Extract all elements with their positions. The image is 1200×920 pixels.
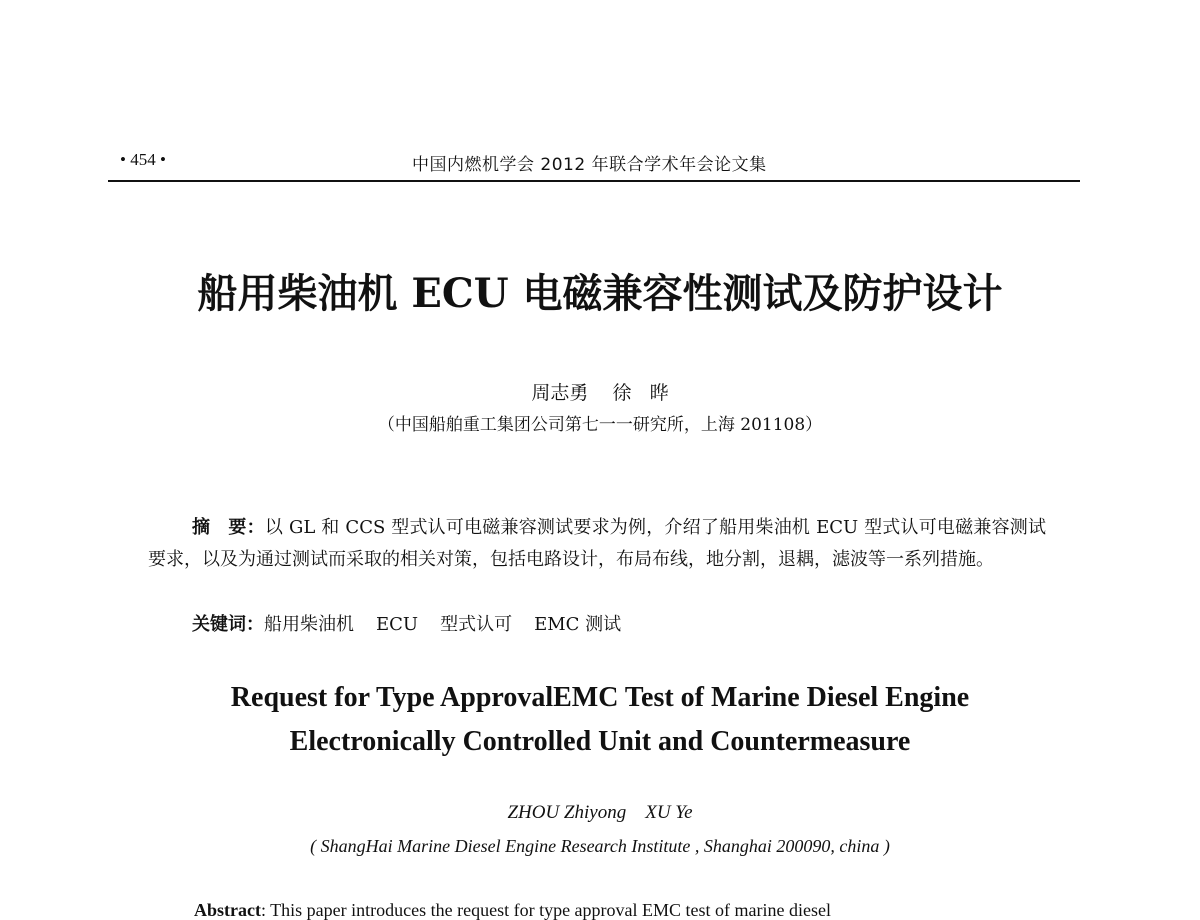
abstract-chinese-text: 以 GL 和 CCS 型式认可电磁兼容测试要求为例，介绍了船用柴油机 ECU 型式认可电磁兼容测试要求，以及为通过测试而采取的相关对策，包括电路设计，布局布线，地分割，退耦，滤波等一系列措施。: [148, 517, 1046, 570]
keywords-label: 关键词：: [192, 614, 264, 635]
abstract-chinese: [148, 512, 1046, 576]
abstract-english-label: Abstract: [194, 900, 261, 920]
keyword-item: 型式认可: [440, 614, 513, 635]
authors-english: ZHOU Zhiyong XU Ye: [507, 802, 693, 823]
keyword-item: 船用柴油机: [264, 614, 354, 635]
running-header: 中国内燃机学会 2012 年联合学术年会论文集: [412, 155, 767, 175]
header-rule: [108, 180, 1080, 182]
abstract-chinese-label: 摘 要：: [192, 517, 265, 538]
affiliation-chinese: （中国船舶重工集团公司第七一一研究所，上海 201108）: [377, 415, 823, 435]
keyword-item: EMC 测试: [534, 614, 622, 635]
abstract-english-text: : This paper introduces the request for type approval EMC test of marine diesel: [260, 900, 831, 920]
title-chinese: 船用柴油机 ECU 电磁兼容性测试及防护设计: [197, 270, 1003, 317]
title-english-line-2: Electronically Controlled Unit and Countermeasure: [289, 726, 911, 757]
keywords-chinese: [192, 610, 643, 636]
authors-chinese: 周志勇 徐 晔: [531, 382, 669, 404]
affiliation-english: ( ShangHai Marine Diesel Engine Research Institute , Shanghai 200090, china ): [310, 836, 890, 856]
title-english: [0, 676, 1200, 764]
page-number: • 454 •: [120, 150, 166, 169]
abstract-english: [194, 900, 831, 920]
keyword-item: ECU: [376, 614, 419, 635]
title-english-line-1: Request for Type ApprovalEMC Test of Marine Diesel Engine: [230, 682, 970, 713]
